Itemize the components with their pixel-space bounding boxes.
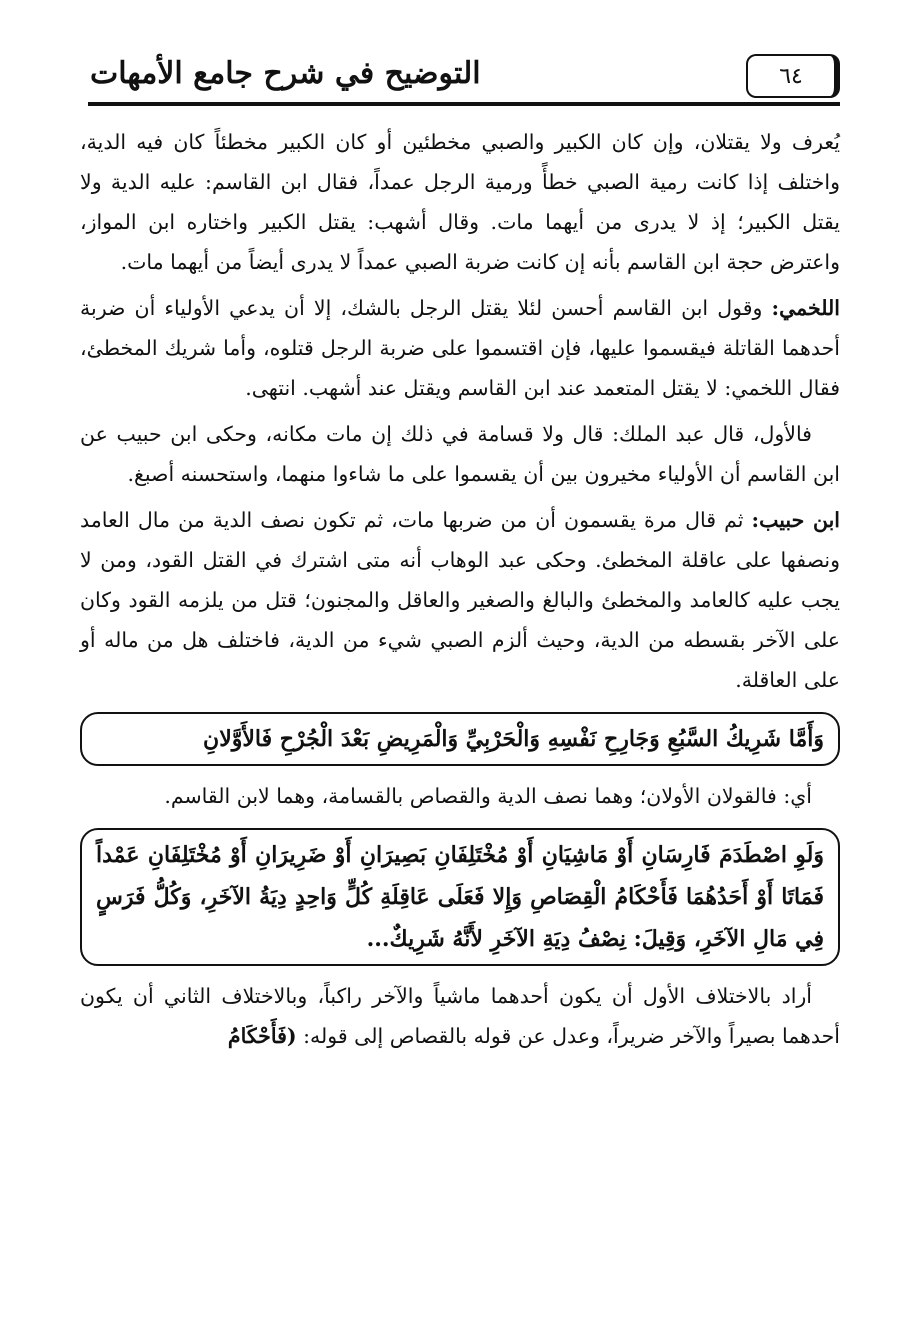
paragraph-6 xyxy=(80,976,840,1056)
page-number: ٦٤ xyxy=(779,63,803,89)
paragraph-2-text: وقول ابن القاسم أحسن لئلا يقتل الرجل بالشك، إلا أن يدعي الأولياء أن ضربة أحدهما القاتلة فيقسموا عليها، فإن اقتسموا على ضربة الرجل قتلوه، وأما شريك المخطئ، فقال اللخمي: لا يقتل المتعمد عند ابن القاسم ويقتل عند أشهب. انتهى. xyxy=(80,296,840,400)
paragraph-4 xyxy=(80,500,840,700)
book-title: التوضيح في شرح جامع الأمهات xyxy=(90,56,481,91)
quoted-matn-start: (فَأَحْكَامُ xyxy=(227,1024,297,1048)
paragraph-4-text: ثم قال مرة يقسمون أن من ضربها مات، ثم تكون نصف الدية من مال العامد ونصفها على عاقلة المخطئ. وحكى عبد الوهاب أنه متى اشترك في القتل القود، ومن لا يجب عليه كالعامد والمخطئ والبالغ والصغير والعاقل والمجنون؛ قتل من يلزمه القود وكان على الآخر بقسطه من الدية، وحيث ألزم الصبي شيء من الدية، فاختلف هل من ماله أو على العاقلة. xyxy=(80,508,840,692)
page-number-box xyxy=(746,54,840,98)
paragraph-1: يُعرف ولا يقتلان، وإن كان الكبير والصبي مخطئين أو كان الكبير مخطئاً كان فيه الدية، واختلف إذا كانت رمية الصبي خطأً ورمية الرجل عمداً، فقال ابن القاسم: عليه الدية ولا يقتل الكبير؛ إذ لا يدرى من أيهما مات. وقال أشهب: يقتل الكبير واختاره ابن المواز، واعترض حجة ابن القاسم بأنه إن كانت ضربة الصبي عمداً لا يدرى أيضاً من أيهما مات. xyxy=(80,130,840,274)
matn-box-2: وَلَوِ اصْطَدَمَ فَارِسَانِ أَوْ مَاشِيَانِ أَوْ مُخْتَلِفَانِ بَصِيرَانِ أَوْ ضَرِيرَانِ أَوْ مُخْتَلِفَانِ عَمْداً فَمَاتَا أَوْ أَحَدُهُمَا فَأَحْكَامُ الْقِصَاصِ وَإِلا فَعَلَى عَاقِلَةِ كُلٍّ وَاحِدٍ دِيَةُ الآخَرِ، وَكُلُّ فَرَسٍ فِي مَالِ الآخَرِ، وَقِيلَ: نِصْفُ دِيَةِ الآخَرِ لأَنَّهُ شَرِيكٌ... xyxy=(80,828,840,966)
page-body xyxy=(80,122,840,1062)
paragraph-2 xyxy=(80,288,840,408)
speaker-label-lakhmi: اللخمي: xyxy=(771,296,840,320)
matn-box-1: وَأَمَّا شَرِيكُ السَّبُعِ وَجَارِحِ نَفْسِهِ وَالْحَرْبِيِّ وَالْمَرِيضِ بَعْدَ الْجُرْحِ فَالأَوَّلانِ xyxy=(80,712,840,766)
page-header xyxy=(88,50,840,106)
paragraph-3: فالأول، قال عبد الملك: قال ولا قسامة في ذلك إن مات مكانه، وحكى ابن حبيب عن ابن القاسم أن الأولياء مخيرون بين أن يقسموا على ما شاءوا منهما، واستحسنه أصبغ. xyxy=(80,422,840,486)
paragraph-6-text: أراد بالاختلاف الأول أن يكون أحدهما ماشياً والآخر راكباً، وبالاختلاف الثاني أن يكون أحدهما بصيراً والآخر ضريراً، وعدل عن قوله بالقصاص إلى قوله: xyxy=(80,984,840,1048)
paragraph-5: أي: فالقولان الأولان؛ وهما نصف الدية والقصاص بالقسامة، وهما لابن القاسم. xyxy=(164,784,812,808)
speaker-label-ibn-habib: ابن حبيب: xyxy=(751,508,840,532)
